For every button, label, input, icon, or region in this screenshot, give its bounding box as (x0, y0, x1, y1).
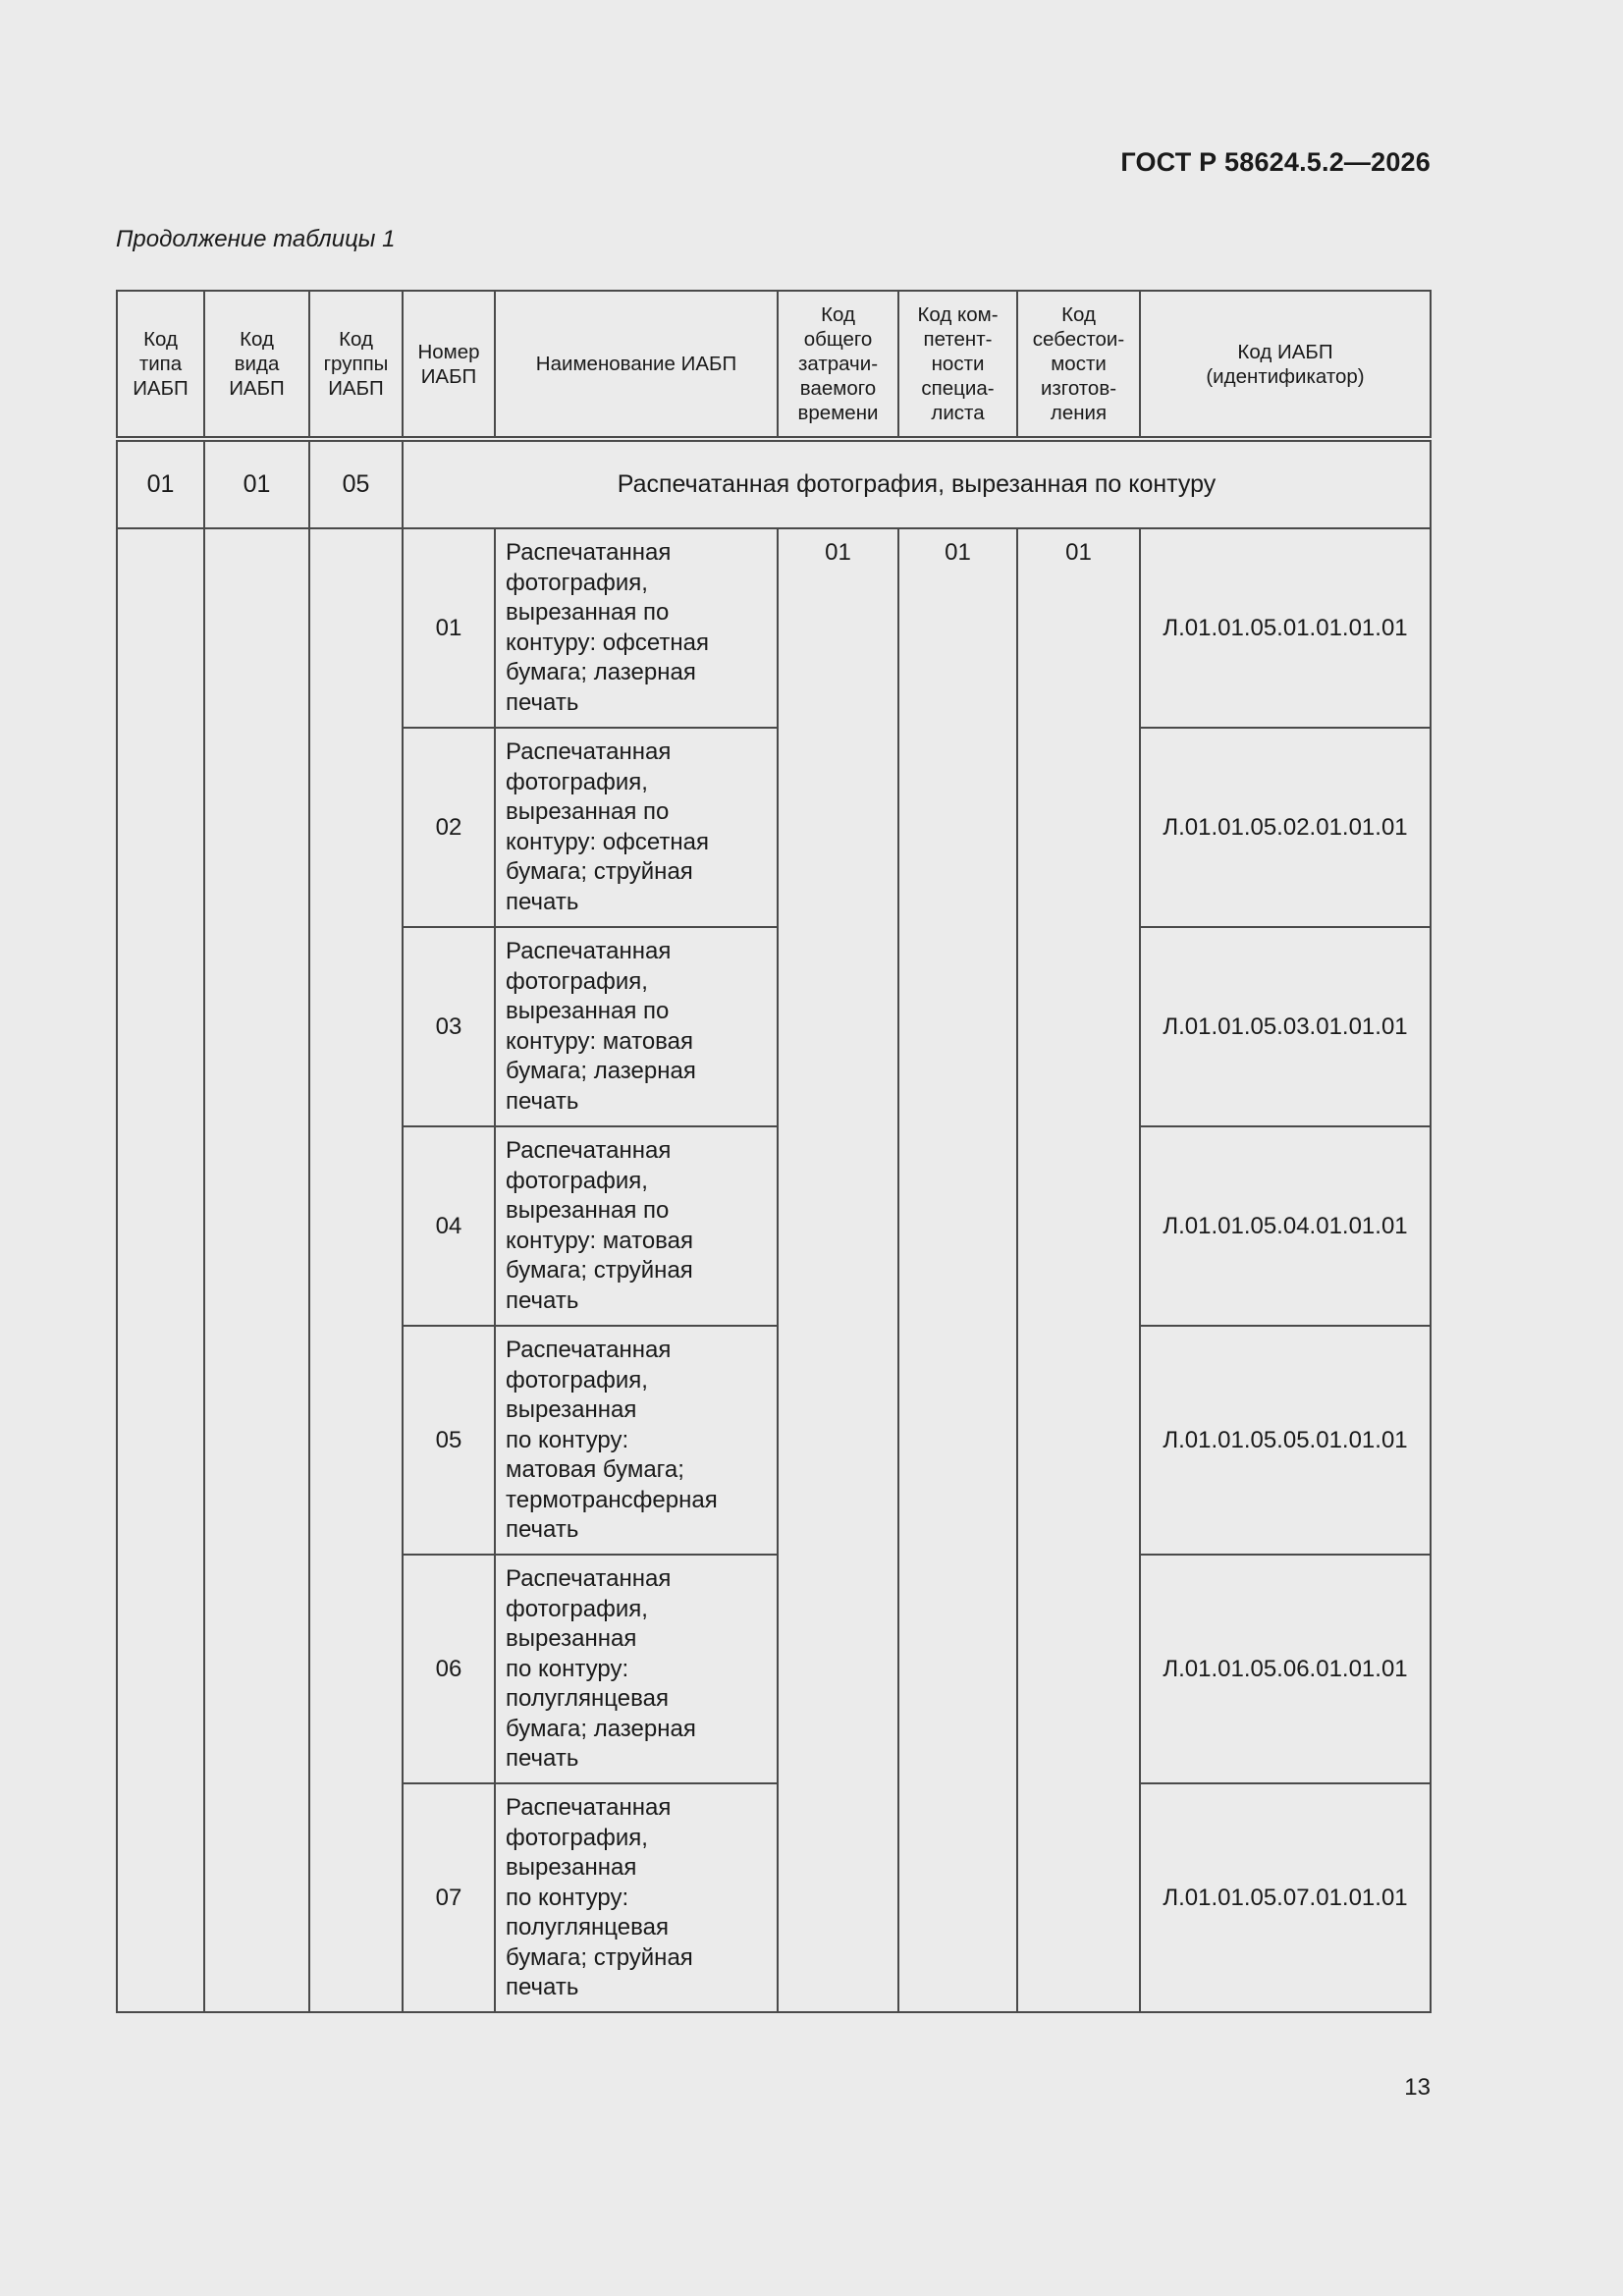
row-name-line: фотография, (506, 1595, 648, 1622)
col-number-header (403, 291, 495, 439)
row-name-line: печать (506, 1516, 579, 1543)
row-name-line: печать (506, 1087, 579, 1115)
header-line: специа- (921, 377, 995, 400)
time-code: 01 (778, 528, 898, 2012)
col-type-code-header (117, 291, 204, 439)
table-continuation-caption: Продолжение таблицы 1 (116, 226, 396, 252)
group-title: Распечатанная фотография, вырезанная по контуру (403, 439, 1431, 528)
col-name-header (495, 291, 778, 439)
row-name (495, 927, 778, 1126)
group-type-code: 01 (117, 439, 204, 528)
col-time-code-header (778, 291, 898, 439)
row-number: 03 (403, 927, 495, 1126)
row-name-line: печать (506, 1974, 579, 2000)
header-line: Номер (417, 340, 480, 363)
header-line: Код (240, 328, 274, 351)
row-name-line: полуглянцевая (506, 1685, 669, 1712)
row-name-line: фотография, (506, 1824, 648, 1851)
row-name-line: бумага; лазерная (506, 659, 696, 685)
iabp-table (116, 290, 1432, 2013)
row-name-line: Распечатанная (506, 1565, 672, 1592)
header-line: Наименование ИАБП (535, 353, 737, 375)
row-name-line: фотография, (506, 967, 648, 995)
cost-code: 01 (1017, 528, 1140, 2012)
row-name-line: Распечатанная (506, 738, 672, 765)
row-name-line: вырезанная (506, 1854, 637, 1881)
row-name-line: Распечатанная (506, 938, 672, 964)
row-number: 01 (403, 528, 495, 728)
row-identifier: Л.01.01.05.07.01.01.01 (1140, 1783, 1431, 2012)
row-number: 05 (403, 1326, 495, 1555)
row-name-line: вырезанная по (506, 1197, 670, 1224)
row-name-line: вырезанная по (506, 998, 670, 1024)
header-line: ления (1050, 402, 1108, 424)
row-name-line: бумага; лазерная (506, 1058, 696, 1084)
row-name-line: по контуру: (506, 1884, 629, 1911)
row-identifier: Л.01.01.05.03.01.01.01 (1140, 927, 1431, 1126)
row-number: 07 (403, 1783, 495, 2012)
header-line: себестои- (1032, 328, 1125, 351)
row-identifier: Л.01.01.05.02.01.01.01 (1140, 728, 1431, 927)
col-cost-code-header (1017, 291, 1140, 439)
col-kind-code-header (204, 291, 309, 439)
header-line: ИАБП (328, 377, 384, 400)
header-line: времени (797, 402, 879, 424)
header-line: ности (931, 353, 985, 375)
header-line: листа (931, 402, 985, 424)
header-line: ИАБП (420, 364, 477, 388)
header-line: ИАБП (133, 377, 189, 400)
header-line: общего (803, 328, 873, 351)
header-line: (идентификатор) (1206, 364, 1365, 388)
table-row (117, 528, 1431, 728)
group-row (117, 439, 1431, 528)
row-name-line: фотография, (506, 569, 648, 596)
row-name-line: Распечатанная (506, 539, 672, 566)
row-name-line: вырезанная (506, 1396, 637, 1423)
row-name-line: контуру: офсетная (506, 629, 710, 656)
row-name-line: печать (506, 888, 579, 915)
row-name-line: фотография, (506, 1167, 648, 1194)
row-name-line: вырезанная (506, 1625, 637, 1652)
row-name-line: печать (506, 688, 579, 716)
row-name-line: печать (506, 1286, 579, 1314)
row-name-line: фотография, (506, 768, 648, 795)
header-line: Код ИАБП (1237, 340, 1333, 363)
header-line: затрачи- (797, 353, 879, 375)
header-line: группы (323, 353, 389, 375)
row-name-line: фотография, (506, 1366, 648, 1394)
competence-code: 01 (898, 528, 1017, 2012)
col-group-code-header (309, 291, 403, 439)
row-name-line: Распечатанная (506, 1337, 672, 1363)
page-number: 13 (1404, 2074, 1431, 2101)
row-number: 06 (403, 1555, 495, 1783)
header-line: Код (1061, 303, 1096, 326)
header-line: ИАБП (229, 377, 285, 400)
row-name-line: контуру: офсетная (506, 828, 710, 855)
row-name-line: бумага; струйная (506, 1257, 693, 1284)
group-kind-code: 01 (204, 439, 309, 528)
table-header-row (117, 291, 1431, 439)
col-competence-code-header (898, 291, 1017, 439)
row-name-line: полуглянцевая (506, 1914, 669, 1941)
row-name-line: печать (506, 1745, 579, 1772)
row-identifier: Л.01.01.05.05.01.01.01 (1140, 1326, 1431, 1555)
empty-group-column (309, 528, 403, 2012)
row-name (495, 1555, 778, 1783)
empty-kind-column (204, 528, 309, 2012)
header-line: типа (138, 353, 183, 375)
row-name (495, 1326, 778, 1555)
row-name-line: контуру: матовая (506, 1227, 693, 1254)
header-line: Код (339, 328, 373, 351)
row-name-line: вырезанная по (506, 798, 670, 825)
document-standard-number: ГОСТ Р 58624.5.2—2026 (1120, 147, 1431, 177)
header-line: Код (143, 328, 178, 351)
row-identifier: Л.01.01.05.06.01.01.01 (1140, 1555, 1431, 1783)
header-line: Код (821, 303, 855, 326)
row-name (495, 1783, 778, 2012)
row-name-line: бумага; струйная (506, 1943, 693, 1971)
header-line: ваемого (799, 377, 877, 400)
row-name-line: термотрансферная (506, 1486, 718, 1513)
header-line: петент- (923, 328, 993, 351)
group-group-code: 05 (309, 439, 403, 528)
row-name-line: бумага; лазерная (506, 1715, 696, 1742)
row-name-line: по контуру: (506, 1426, 629, 1453)
header-line: Код ком- (917, 303, 999, 326)
row-name (495, 728, 778, 927)
row-name-line: вырезанная по (506, 599, 670, 626)
row-identifier: Л.01.01.05.01.01.01.01 (1140, 528, 1431, 728)
row-name-line: матовая бумага; (506, 1456, 684, 1483)
header-line: мости (1051, 353, 1107, 375)
row-name-line: контуру: матовая (506, 1027, 693, 1055)
row-number: 02 (403, 728, 495, 927)
row-identifier: Л.01.01.05.04.01.01.01 (1140, 1126, 1431, 1326)
empty-type-column (117, 528, 204, 2012)
row-number: 04 (403, 1126, 495, 1326)
row-name-line: по контуру: (506, 1655, 629, 1682)
row-name-line: бумага; струйная (506, 858, 693, 885)
header-line: вида (234, 353, 280, 375)
row-name-line: Распечатанная (506, 1137, 672, 1164)
header-line: изготов- (1040, 377, 1117, 400)
row-name (495, 528, 778, 728)
row-name (495, 1126, 778, 1326)
row-name-line: Распечатанная (506, 1794, 672, 1821)
col-identifier-header (1140, 291, 1431, 439)
